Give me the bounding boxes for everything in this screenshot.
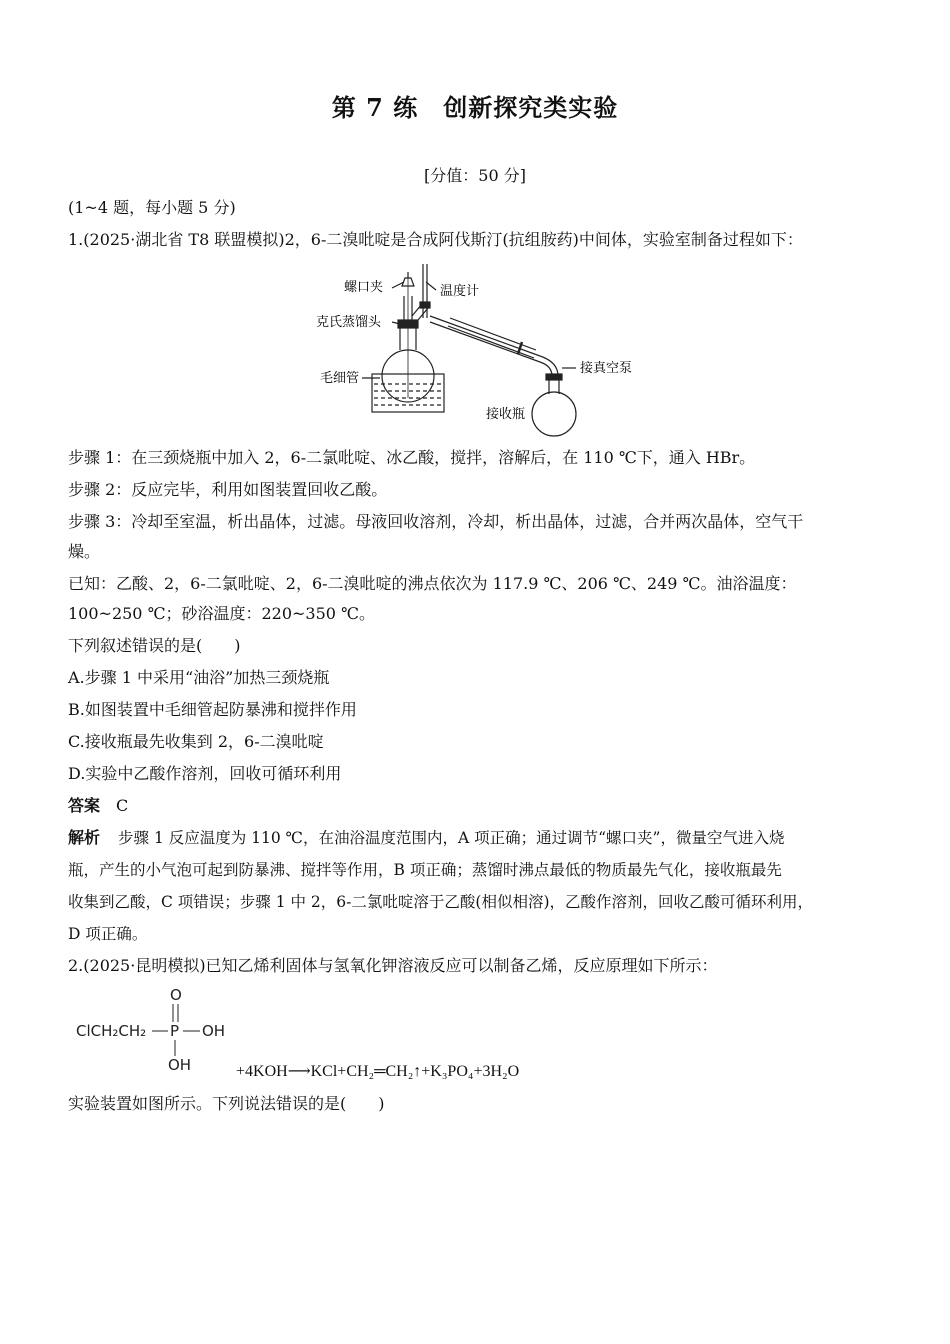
q1-option-c: C.接收瓶最先收集到 2，6-二溴吡啶 (68, 732, 324, 751)
q1-ask: 下列叙述错误的是( ) (68, 636, 241, 655)
label-vacuum-pump: 接真空泵 (580, 361, 633, 376)
formula-p: P (170, 1022, 180, 1040)
q1-option-a: A.步骤 1 中采用“油浴”加热三颈烧瓶 (68, 668, 330, 687)
score-note: [分值：50 分] (424, 166, 526, 185)
ethephon-structure (72, 984, 242, 1076)
page-title: 第 7 练 创新探究类实验 (331, 93, 619, 122)
q2-stem: 2.(2025·昆明模拟)已知乙烯利固体与氢氧化钾溶液反应可以制备乙烯，反应原理如下所示： (68, 956, 718, 975)
group-note: (1~4 题，每小题 5 分) (68, 198, 236, 217)
q1-step2: 步骤 2：反应完毕，利用如图装置回收乙酸。 (68, 480, 388, 499)
q1-analysis-line3: 收集到乙酸，C 项错误；步骤 1 中 2，6-二氯吡啶溶于乙酸(相似相溶)，乙酸作溶剂，回收乙酸可循环利用， (68, 893, 813, 911)
formula-chain: ClCH₂CH₂ (76, 1022, 147, 1040)
analysis-label: 解析 (68, 828, 101, 847)
receiver-flask (532, 392, 576, 436)
q1-answer-row (68, 796, 128, 816)
formula-oh-bottom: OH (168, 1056, 192, 1074)
q1-stem: 1.(2025·湖北省 T8 联盟模拟)2，6-二溴吡啶是合成阿伐斯汀(抗组胺药)中间体，实验室制备过程如下： (68, 230, 803, 249)
label-receiver: 接收瓶 (486, 407, 526, 422)
label-screw-clamp: 螺口夹 (344, 280, 384, 295)
label-thermometer: 温度计 (440, 284, 480, 299)
analysis-text: 步骤 1 反应温度为 110 ℃，在油浴温度范围内，A 项正确；通过调节“螺口夹”，微量空气进入烧 (118, 829, 785, 847)
answer-label: 答案 (68, 796, 101, 815)
distillation-apparatus-figure (300, 258, 650, 438)
q1-option-d: D.实验中乙酸作溶剂，回收可循环利用 (68, 764, 342, 783)
q1-analysis-line4: D 项正确。 (68, 925, 148, 943)
q1-analysis-line1 (68, 828, 784, 848)
formula-oh-right: OH (202, 1022, 226, 1040)
answer-value: C (116, 796, 129, 815)
q2-ask: 实验装置如图所示。下列说法错误的是( ) (68, 1094, 385, 1113)
label-capillary: 毛细管 (320, 371, 360, 386)
q2-reaction: +4KOH⟶KCl+CH₂═CH₂↑+K₃PO₄+3H₂O (236, 1063, 520, 1080)
q1-known-line1: 已知：乙酸、2，6-二氯吡啶、2，6-二溴吡啶的沸点依次为 117.9 ℃、206 ℃、249 ℃。油浴温度： (68, 574, 797, 593)
label-claisen-head: 克氏蒸馏头 (316, 315, 382, 330)
q1-known-line2: 100~250 ℃；砂浴温度：220~350 ℃。 (68, 604, 375, 623)
q1-option-b: B.如图装置中毛细管起防暴沸和搅拌作用 (68, 700, 357, 719)
q1-analysis-line2: 瓶，产生的小气泡可起到防暴沸、搅拌等作用，B 项正确；蒸馏时沸点最低的物质最先气化，接收瓶最先 (68, 861, 782, 879)
formula-top-o: O (170, 986, 182, 1004)
q1-step3-line1: 步骤 3：冷却至室温，析出晶体，过滤。母液回收溶剂，冷却，析出晶体，过滤，合并两次晶体，空气干 (68, 512, 804, 531)
q1-step1: 步骤 1：在三颈烧瓶中加入 2，6-二氯吡啶、冰乙酸，搅拌，溶解后，在 110 ℃下，通入 HBr。 (68, 448, 756, 467)
q1-step3-line2: 燥。 (68, 542, 101, 561)
